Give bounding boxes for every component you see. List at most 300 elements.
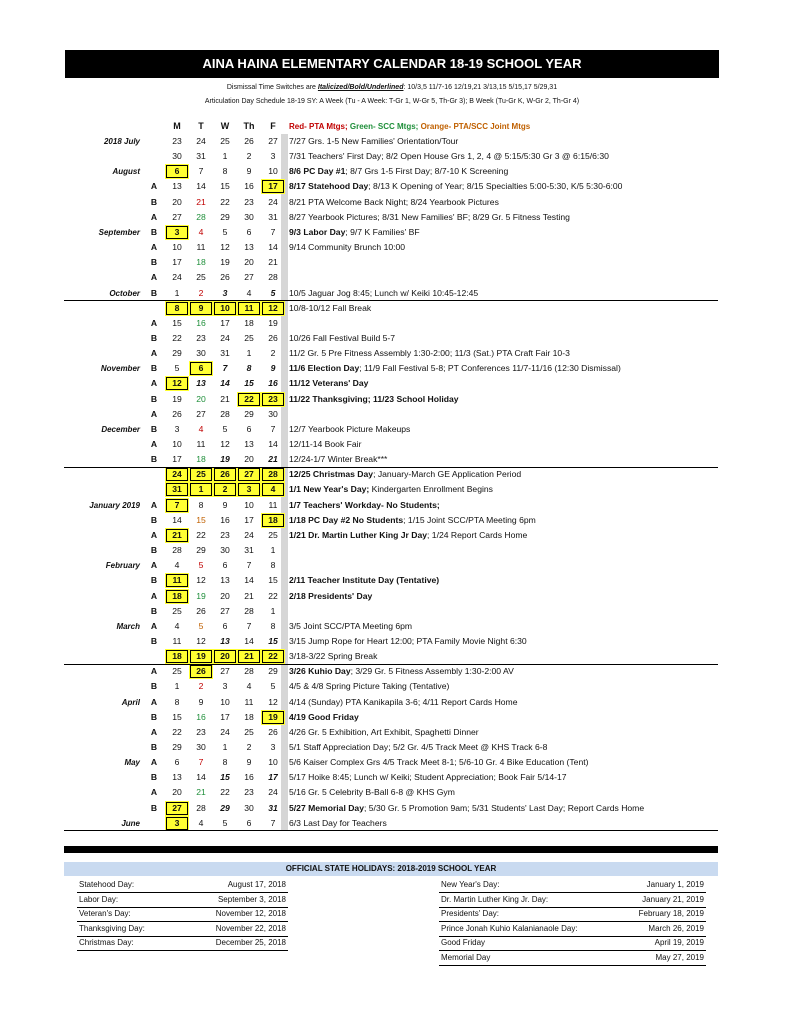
month-label [60,664,140,679]
day-cell: 9 [222,499,228,510]
weekday-header: F [270,121,276,131]
month-label [60,770,140,785]
calendar-row [0,346,790,361]
event-bold: 2/11 Teacher Institute Day (Tentative) [289,575,440,586]
day-cell: 5 [222,226,228,237]
calendar-row [0,710,790,725]
day-cell: 31 [268,211,278,222]
day-cell: 4 [246,681,252,692]
day-cell: 9 [198,696,204,707]
event-rest: 3/18-3/22 Spring Break [289,651,378,662]
day-cell: 31 [268,802,278,813]
week-type: B [150,772,158,783]
event-text [289,710,359,725]
event-text [289,755,588,770]
day-cell: 3 [222,681,228,692]
event-text [289,589,372,604]
day-cell: 28 [196,211,206,222]
week-type: B [150,257,158,268]
day-cell: 15 [268,575,278,586]
week-type [148,816,160,831]
event-text [289,619,412,634]
event-bold: 5/27 Memorial Day [289,802,364,813]
calendar-row [0,376,790,391]
month-label: January 2019 [89,500,140,510]
day-cell: 19 [189,649,213,664]
event-text [289,770,567,785]
month-label: October [109,288,140,298]
section-divider [64,300,718,301]
month-label [60,482,140,497]
event-bold: 9/3 Labor Day [289,226,346,237]
event-text [289,286,478,301]
event-bold: 1/1 New Year's Day; [289,484,370,495]
holiday-name: Thanksgiving Day: [79,923,145,933]
holiday-row [439,893,706,908]
day-cell: 8 [270,560,276,571]
day-cell: 22 [172,726,182,737]
day-cell: 6 [246,423,252,434]
month-label: March [116,621,140,631]
day-cell: 17 [220,711,230,722]
day-cell: 31 [220,348,230,359]
week-type: B [150,514,158,525]
calendar-row [0,649,790,664]
day-cell: 25 [172,666,182,677]
dismissal-emphasis: Italicized/Bold/Underlined [317,84,404,91]
event-bold: 8/17 Statehood Day [289,181,369,192]
day-cell: 27 [237,467,261,482]
month-label [60,179,140,194]
day-cell: 3 [174,423,180,434]
event-text [289,467,521,482]
day-cell: 26 [220,272,230,283]
day-cell: 28 [172,545,182,556]
day-cell: 24 [165,467,189,482]
event-text [289,452,387,467]
week-type: A [150,439,158,449]
event-rest: ; 11/9 Fall Festival 5-8; PT Conferences 11/7-11/16 (12:30 Dismissal) [359,363,621,374]
day-cell: 21 [268,257,278,268]
week-type [148,649,160,664]
week-type: B [150,802,158,813]
day-cell: 3 [237,482,261,497]
day-cell: 8 [165,301,189,316]
month-label [60,376,140,391]
day-cell: 29 [172,742,182,752]
calendar-row [0,619,790,634]
day-cell: 24 [268,196,278,207]
event-rest: 8/21 PTA Welcome Back Night; 8/24 Yearbook Pictures [289,196,499,207]
calendar-row [0,392,790,407]
day-cell: 24 [268,787,278,798]
day-cell: 14 [244,635,254,646]
event-text [289,513,536,528]
week-type: A [150,620,158,631]
event-rest: 4/26 Gr. 5 Exhibition, Art Exhibit, Spaghetti Dinner [289,726,479,737]
holiday-date: January 1, 2019 [646,880,704,889]
day-cell: 11 [165,573,189,588]
month-label [60,725,140,740]
day-cell: 10 [268,757,278,768]
day-cell: 26 [196,605,206,616]
day-cell: 21 [196,196,206,207]
event-rest: 5/1 Staff Appreciation Day; 5/2 Gr. 4/5 Track Meet @ KHS Track 6-8 [289,742,548,752]
event-rest: 12/24-1/7 Winter Break*** [289,454,388,465]
event-text [289,149,609,164]
month-label: May [124,758,140,768]
calendar-row [0,270,790,285]
calendar-row [0,558,790,573]
holiday-name: Veteran's Day: [79,909,131,918]
day-cell: 19 [261,710,285,725]
month-label [60,407,140,422]
holiday-date: November 22, 2018 [215,923,286,933]
day-cell: 8 [270,620,276,631]
day-cell: 7 [270,423,276,434]
day-cell: 12 [220,242,230,253]
event-rest: ; 9/7 K Families' BF [345,226,420,237]
weekday-header: W [220,121,230,131]
holiday-date: August 17, 2018 [227,880,286,889]
day-cell: 30 [220,545,230,556]
day-cell: 20 [172,196,182,207]
holiday-name: Dr. Martin Luther King Jr. Day: [441,894,549,904]
event-text [289,376,368,391]
day-cell: 12 [268,696,278,707]
event-bold: 11/6 Election Day [289,363,360,374]
event-text [289,195,499,210]
month-label [60,149,140,164]
calendar-row [0,573,790,588]
event-text [289,422,410,437]
day-cell: 5 [270,681,276,692]
day-cell: 7 [222,363,228,374]
month-label [60,452,140,467]
month-label [60,210,140,225]
event-rest: 11/2 Gr. 5 Pre Fitness Assembly 1:30-2:00; 11/3 (Sat.) PTA Craft Fair 10-3 [289,348,570,359]
day-cell: 9 [270,363,276,374]
week-type: A [150,529,158,540]
legend-green: Green- SCC Mtgs; [349,122,421,131]
holiday-date: May 27, 2019 [655,952,704,962]
holiday-row [77,907,288,922]
day-cell: 3 [270,742,276,752]
dismissal-dates: : 10/3,5 11/7-16 12/19,21 3/13,15 5/15,17 5/29,31 [403,84,558,91]
day-cell: 14 [268,439,278,449]
day-cell: 31 [244,545,254,556]
week-type: B [150,545,158,556]
event-rest: 3/5 Joint SCC/PTA Meeting 6pm [289,620,413,631]
day-cell: 28 [220,408,230,419]
bottom-bar [64,846,718,853]
event-text [289,664,514,679]
day-cell: 10 [213,301,237,316]
day-cell: 20 [172,787,182,798]
color-legend [289,122,530,131]
holiday-name: New Year's Day: [441,880,500,889]
week-type: B [150,605,158,616]
day-cell: 11 [237,301,261,316]
weekday-header: T [198,121,204,131]
day-cell: 17 [172,454,182,465]
event-rest: 12/11-14 Book Fair [289,439,362,449]
calendar-row [0,452,790,467]
day-cell: 8 [174,696,180,707]
day-cell: 9 [246,166,252,177]
month-label [60,634,140,649]
event-text [289,649,377,664]
day-cell: 4 [198,226,204,237]
day-cell: 25 [244,726,254,737]
day-cell: 11 [268,499,278,510]
event-text [289,528,527,543]
event-bold: 12/25 Christmas Day [289,469,374,480]
day-cell: 7 [198,166,204,177]
calendar-row [0,543,790,558]
event-rest: 10/26 Fall Festival Build 5-7 [289,332,396,343]
legend-orange: Orange- PTA/SCC Joint Mtgs [420,122,531,131]
holiday-name: Statehood Day: [79,880,135,889]
event-rest: ; 1/15 Joint SCC/PTA Meeting 6pm [403,514,536,525]
day-cell: 5 [222,423,228,434]
week-type: A [150,348,158,359]
month-label: August [112,167,140,177]
event-text [289,695,518,710]
day-cell: 24 [220,332,230,343]
week-type: A [150,378,158,389]
day-cell: 8 [246,363,252,374]
month-label [60,801,140,816]
day-cell: 14 [196,772,206,783]
holiday-date: January 21, 2019 [642,894,704,904]
day-cell: 18 [165,589,189,604]
week-type: A [150,499,158,510]
day-cell: 28 [244,666,254,677]
day-cell: 18 [196,257,206,268]
month-label: November [100,364,140,374]
calendar-row [0,740,790,755]
day-cell: 13 [172,772,182,783]
holiday-date: September 3, 2018 [217,894,286,904]
event-text [289,634,527,649]
day-cell: 15 [268,635,278,646]
day-cell: 10 [172,242,182,253]
day-cell: 27 [220,605,230,616]
event-rest: 3/15 Jump Rope for Heart 12:00; PTA Family Movie Night 6:30 [289,635,527,646]
day-cell: 13 [244,242,254,253]
day-cell: 8 [222,757,228,768]
month-label [60,195,140,210]
month-label [60,543,140,558]
event-text [289,740,547,755]
day-cell: 23 [244,787,254,798]
day-cell: 30 [244,211,254,222]
day-cell: 30 [172,151,182,162]
week-type: B [150,332,158,343]
day-cell: 18 [196,454,206,465]
day-cell: 24 [196,136,206,146]
day-cell: 20 [196,393,206,404]
week-type: A [150,272,158,283]
day-cell: 1 [189,482,213,497]
legend-red: Red- PTA Mtgs; [289,122,350,131]
month-label [60,316,140,331]
day-cell: 2 [213,482,237,497]
event-rest: ; January-March GE Application Period [373,469,522,480]
day-cell: 15 [220,181,230,192]
calendar-row [0,589,790,604]
day-cell: 15 [196,514,206,525]
day-cell: 19 [196,590,206,601]
day-cell: 7 [270,226,276,237]
calendar-row [0,149,790,164]
event-bold: 1/7 Teachers' Workday- No Students; [289,499,440,510]
day-cell: 22 [237,392,261,407]
day-cell: 13 [172,181,182,192]
day-cell: 29 [268,666,278,677]
event-rest: 5/17 Hoike 8:45; Lunch w/ Keiki; Student Appreciation; Book Fair 5/14-17 [289,772,567,783]
day-cell: 23 [261,392,285,407]
day-cell: 12 [261,301,285,316]
day-cell: 5 [198,620,204,631]
month-label [60,528,140,543]
holidays-title: OFFICIAL STATE HOLIDAYS: 2018-2019 SCHOOL YEAR [64,862,718,876]
day-cell: 10 [220,696,230,707]
day-cell: 22 [268,590,278,601]
day-cell: 10 [244,499,254,510]
day-cell: 22 [220,196,230,207]
week-type: B [150,393,158,404]
day-cell: 8 [222,166,228,177]
month-label: September [98,227,140,237]
event-text [289,301,371,316]
day-cell: 29 [220,211,230,222]
calendar-row [0,422,790,437]
day-cell: 21 [237,649,261,664]
day-cell: 3 [165,816,189,831]
calendar-row [0,664,790,679]
day-cell: 7 [246,560,252,571]
event-bold: 8/6 PC Day #1 [289,166,346,177]
dismissal-prefix: Dismissal Time Switches are [226,84,318,91]
event-rest: 4/5 & 4/8 Spring Picture Taking (Tentative) [289,681,450,692]
week-type: A [150,666,158,677]
day-cell: 21 [220,393,230,404]
day-cell: 16 [268,378,278,389]
event-rest: 10/8-10/12 Fall Break [289,302,372,313]
day-cell: 5 [270,287,276,298]
event-rest: 5/6 Kaiser Complex Grs 4/5 Track Meet 8-1; 5/6-10 Gr. 4 Bike Education (Tent) [289,757,589,768]
day-cell: 14 [172,514,182,525]
month-label [60,589,140,604]
event-bold: 2/18 Presidents' Day [289,590,373,601]
week-type [148,164,160,179]
day-cell: 21 [244,590,254,601]
month-label [60,270,140,285]
month-label [60,604,140,619]
event-rest: 7/31 Teachers' First Day; 8/2 Open House Grs 1, 2, 4 @ 5:15/5:30 Gr 3 @ 6:15/6:30 [289,151,609,162]
day-cell: 7 [270,817,276,828]
week-type: B [150,196,158,207]
event-text [289,498,440,513]
event-text [289,179,622,194]
calendar-row [0,240,790,255]
day-cell: 6 [165,164,189,179]
day-cell: 27 [196,408,206,419]
calendar-row [0,361,790,376]
event-bold: 1/18 PC Day #2 No Students [289,514,404,525]
event-rest: ; 8/13 K Opening of Year; 8/15 Specialties 5:00-5:30, K/5 5:30-6:00 [368,181,623,192]
holiday-name: Memorial Day [441,952,491,962]
holiday-date: April 19, 2019 [654,938,704,947]
day-cell: 21 [165,528,189,543]
day-cell: 17 [172,257,182,268]
calendar-row [0,755,790,770]
day-cell: 3 [165,225,189,240]
month-label [60,740,140,755]
day-cell: 21 [196,787,206,798]
day-cell: 1 [270,605,276,616]
week-type: B [150,681,158,692]
day-cell: 26 [268,332,278,343]
month-label [60,392,140,407]
event-text [289,785,455,800]
holiday-name: Labor Day: [79,894,119,904]
holiday-row [77,893,288,908]
day-cell: 25 [172,605,182,616]
event-rest: ; 5/30 Gr. 5 Promotion 9am; 5/31 Students' Last Day; Report Cards Home [364,802,645,813]
day-cell: 6 [222,620,228,631]
dismissal-note [65,84,719,91]
day-cell: 13 [196,378,206,389]
day-cell: 8 [198,499,204,510]
calendar-row [0,134,790,149]
day-cell: 27 [172,211,182,222]
week-type: A [150,242,158,253]
event-text [289,225,420,240]
day-cell: 7 [198,757,204,768]
day-cell: 4 [174,620,180,631]
event-text [289,164,508,179]
day-cell: 7 [246,620,252,631]
event-rest: 9/14 Community Brunch 10:00 [289,242,406,253]
calendar-row [0,695,790,710]
calendar-row [0,301,790,316]
event-text [289,482,493,497]
event-rest: 7/27 Grs. 1-5 New Families' Orientation/Tour [289,136,459,146]
event-text [289,679,449,694]
week-type [148,482,160,497]
event-text [289,816,387,831]
holiday-row [77,878,288,893]
day-cell: 19 [268,317,278,328]
day-cell: 23 [196,332,206,343]
day-cell: 23 [172,136,182,146]
day-cell: 26 [189,664,213,679]
event-bold: 11/12 Veterans' Day [289,378,369,389]
calendar-row [0,604,790,619]
day-cell: 16 [196,317,206,328]
event-bold: 11/22 Thanksgiving; 11/23 School Holiday [289,393,459,404]
weekday-header: Th [243,121,255,131]
day-cell: 15 [172,317,182,328]
day-cell: 6 [222,560,228,571]
week-type: B [150,742,158,752]
day-cell: 16 [244,181,254,192]
day-cell: 24 [172,272,182,283]
day-cell: 30 [244,802,254,813]
